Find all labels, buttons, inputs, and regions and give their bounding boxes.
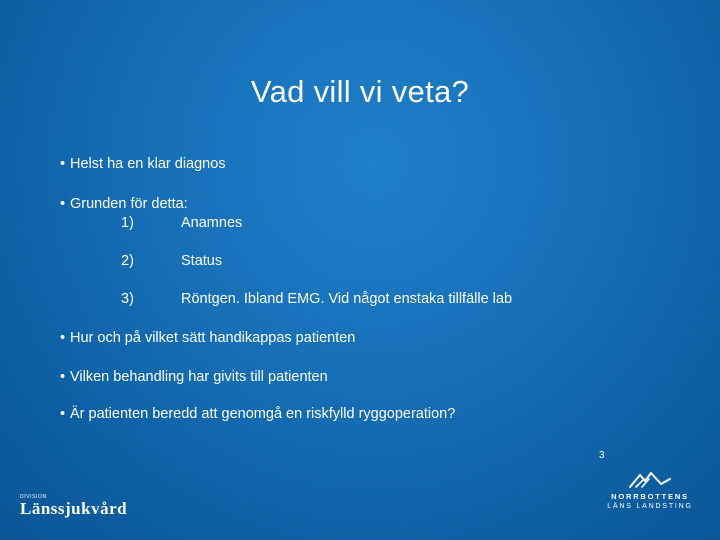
bullet-marker: •	[60, 156, 66, 172]
footer-logo	[600, 470, 700, 510]
bullet-marker: •	[60, 369, 66, 385]
bullet-text: Är patienten beredd att genomgå en riskfylld ryggoperation?	[70, 406, 456, 422]
bullet-text: Helst ha en klar diagnos	[70, 156, 226, 172]
page-number: 3	[599, 450, 605, 461]
sub-item-text: Status	[181, 253, 223, 269]
division-label: DIVISION	[20, 494, 47, 500]
sub-item-number: 2)	[121, 253, 134, 269]
bullet-text: Grunden för detta:	[70, 196, 188, 212]
norrbotten-logo-icon	[628, 470, 672, 490]
bullet-item	[60, 156, 226, 172]
footer-division	[20, 494, 127, 518]
sub-item-number: 3)	[121, 291, 134, 307]
org-name: Länssjukvård	[20, 499, 128, 518]
bullet-item	[60, 406, 455, 422]
sub-item-number: 1)	[121, 215, 134, 231]
slide-title: Vad vill vi veta?	[250, 74, 470, 109]
bullet-item	[60, 196, 188, 212]
bullet-marker: •	[60, 406, 66, 422]
bullet-item	[60, 369, 328, 385]
bullet-marker: •	[60, 330, 66, 346]
bullet-text: Hur och på vilket sätt handikappas patienten	[70, 330, 356, 346]
sub-item-text: Röntgen. Ibland EMG. Vid något enstaka tillfälle lab	[181, 291, 513, 307]
logo-text-line2: LÄNS LANDSTING	[607, 503, 693, 510]
bullet-text: Vilken behandling har givits till patienten	[70, 369, 328, 385]
bullet-marker: •	[60, 196, 66, 212]
sub-item-text: Anamnes	[181, 215, 243, 231]
bullet-item	[60, 330, 355, 346]
logo-text-line1: NORRBOTTENS	[611, 492, 689, 501]
